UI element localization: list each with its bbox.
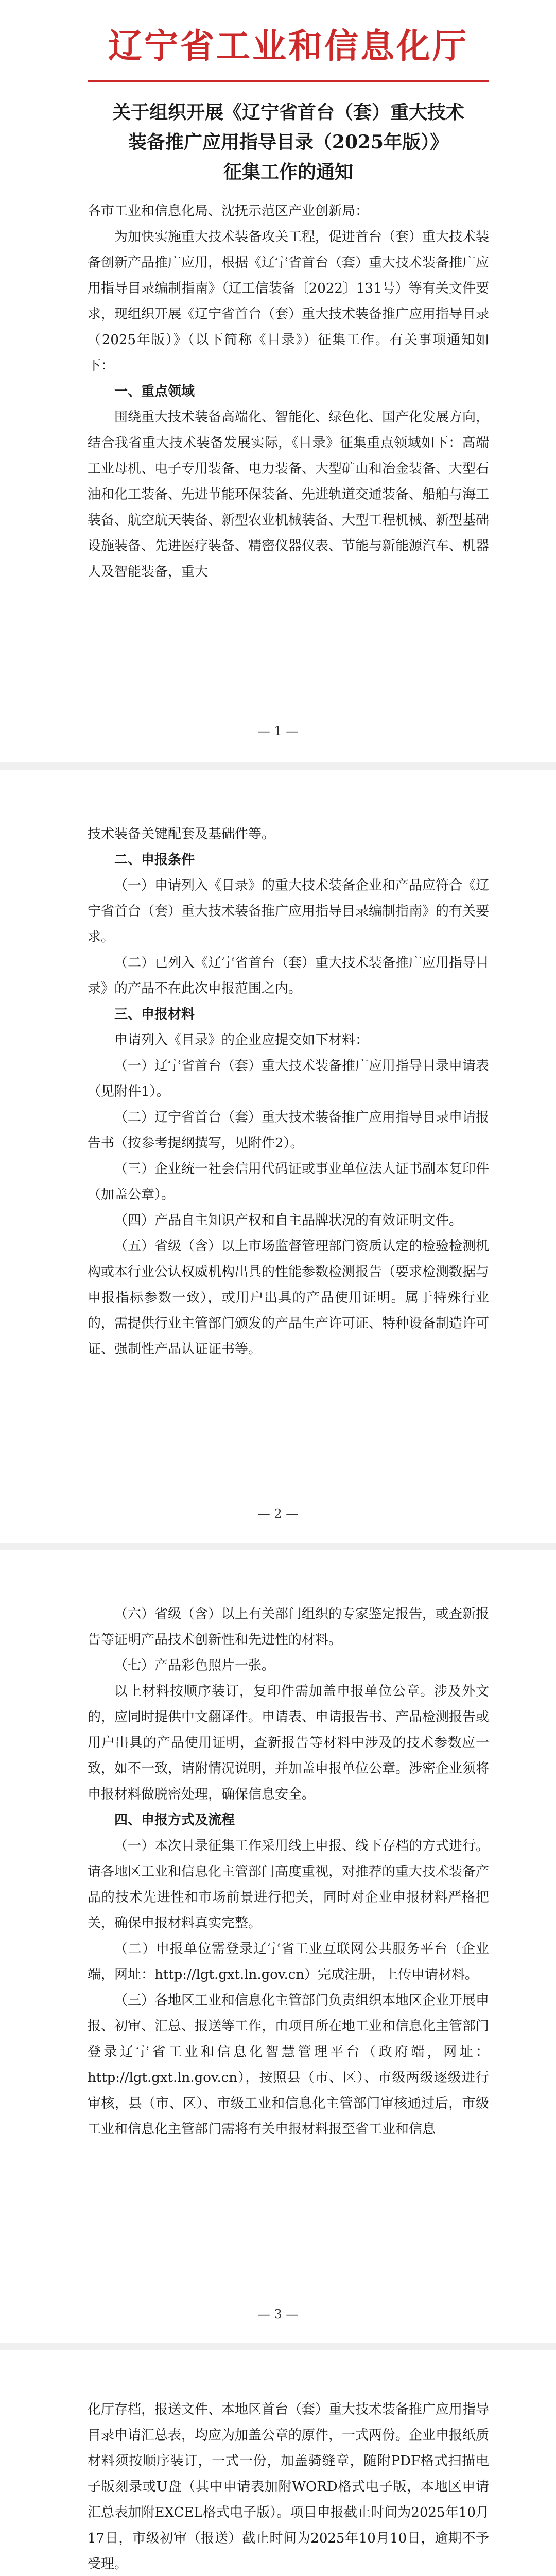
intro-paragraph: 为加快实施重大技术装备攻关工程，促进首台（套）重大技术装备创新产品推广应用，根据《辽宁省首台（套）重大技术装备推广应用指导目录编制指南》（辽工信装备〔2022〕131号）等有关文件要求，现组织开展《辽宁省首台（套）重大技术装备推广应用指导目录（2025年版）》（以下简称《目录》）征集工作。有关事项通知如下：	[88, 229, 490, 374]
title-line-1: 关于组织开展《辽宁省首台（套）重大技术	[112, 101, 464, 123]
section-1-text: 围绕重大技术装备高端化、智能化、绿色化、国产化发展方向，结合我省重大技术装备发展实际，《目录》征集重点领域如下：高端工业母机、电子专用装备、电力装备、大型矿山和冶金装备、大型石油和化工装备、先进节能环保装备、先进轨道交通装备、船舶与海工装备、航空航天装备、新型农业机械装备、大型工程机械、新型基础设施装备、先进医疗装备、精密仪器仪表、节能与新能源汽车、机器人及智能装备，重大	[88, 410, 490, 580]
section-2-heading: 二、申报条件	[114, 852, 195, 868]
title-line-2: 装备推广应用指导目录（2025年版）》	[128, 131, 449, 153]
section-1-heading: 一、重点领域	[114, 384, 195, 399]
materials-intro: 申请列入《目录》的企业应提交如下材料：	[114, 1032, 369, 1048]
material-7: （七）产品彩色照片一张。	[114, 1658, 275, 1673]
material-5: （五）省级（含）以上市场监督管理部门资质认定的检验检测机构或本行业公认权威机构出具的性能参数检测报告（要求检测数据与申报指标参数一致），或用户出具的产品使用证明。属于特殊行业的，需提供行业主管部门颁发的产品生产许可证、特种设备制造许可证、强制性产品认证证书等。	[88, 1239, 490, 1357]
document-page-3	[0, 1550, 556, 2343]
material-4: （四）产品自主知识产权和自主品牌状况的有效证明文件。	[114, 1213, 463, 1228]
material-2: （二）辽宁省首台（套）重大技术装备推广应用指导目录申请报告书（按参考提纲撰写，见附件2）。	[88, 1110, 490, 1151]
materials-note: 以上材料按顺序装订，复印件需加盖申报单位公章。涉及外文的，应同时提供中文翻译件。申请表、申请报告书、产品检测报告或用户出具的产品使用证明，查新报告等材料中涉及的技术参数应一致，如不一致，请附情况说明，并加盖申报单位公章。涉密企业须将申报材料做脱密处理，确保信息安全。	[88, 1684, 490, 1802]
continued-text: 技术装备关键配套及基础件等。	[88, 826, 275, 842]
page-separator	[0, 1543, 556, 1550]
material-1: （一）辽宁省首台（套）重大技术装备推广应用指导目录申请表（见附件1）。	[88, 1058, 490, 1099]
condition-1: （一）申请列入《目录》的重大技术装备企业和产品应符合《辽宁省首台（套）重大技术装备推广应用指导目录编制指南》的有关要求。	[88, 878, 490, 945]
page-number: — 3 —	[257, 2307, 299, 2321]
document-title	[88, 97, 489, 187]
procedure-3: （三）各地区工业和信息化主管部门负责组织本地区企业开展申报、初审、汇总、报送等工作，由项目所在地工业和信息化主管部门登录辽宁省工业和信息化智慧管理平台（政府端，网址：http://lgt.gxt.ln.gov.cn），按照县（市、区）、市级两级逐级进行审核，县（市、区）、市级工业和信息化主管部门审核通过后，市级工业和信息化主管部门需将有关申报材料报至省工业和信息	[88, 1993, 490, 2137]
salutation: 各市工业和信息化局、沈抚示范区产业创新局：	[88, 204, 369, 219]
section-4-heading: 四、申报方式及流程	[114, 1812, 235, 1828]
procedure-1: （一）本次目录征集工作采用线上申报、线下存档的方式进行。请各地区工业和信息化主管部门高度重视，对推荐的重大技术装备产品的技术先进性和市场前景进行把关，同时对企业申报材料严格把关，确保申报材料真实完整。	[88, 1838, 490, 1931]
page-separator	[0, 2343, 556, 2350]
document-page-1	[0, 0, 556, 762]
header-red-rule	[88, 80, 489, 82]
document-page-2	[0, 770, 556, 1543]
material-3: （三）企业统一社会信用代码证或事业单位法人证书副本复印件（加盖公章）。	[88, 1161, 490, 1202]
title-line-3: 征集工作的通知	[223, 161, 353, 183]
procedure-2: （二）申报单位需登录辽宁省工业互联网公共服务平台（企业端，网址：http://lgt.gxt.ln.gov.cn）完成注册，上传申请材料。	[88, 1941, 489, 1982]
page-number: — 1 —	[257, 724, 299, 738]
document-page-4	[0, 2350, 556, 2576]
page-number: — 2 —	[257, 1506, 299, 1521]
material-6: （六）省级（含）以上有关部门组织的专家鉴定报告，或查新报告等证明产品技术创新性和先进性的材料。	[88, 1606, 490, 1648]
page-separator	[0, 762, 556, 770]
org-header-title: 辽宁省工业和信息化厅	[108, 26, 468, 66]
continued-text: 化厅存档，报送文件、本地区首台（套）重大技术装备推广应用指导目录申请汇总表，均应为加盖公章的原件，一式两份。企业申报纸质材料须按顺序装订，一式一份，加盖骑缝章，随附PDF格式扫描电子版刻录或U盘（其中申请表加附WORD格式电子版，本地区申请汇总表加附EXCEL格式电子版）。项目申报截止时间为2025年10月17日，市级初审（报送）截止时间为2025年10月10日，逾期不予受理。	[88, 2402, 490, 2572]
section-3-heading: 三、申报材料	[114, 1007, 195, 1022]
condition-2: （二）已列入《辽宁省首台（套）重大技术装备推广应用指导目录》的产品不在此次申报范围之内。	[88, 955, 490, 996]
